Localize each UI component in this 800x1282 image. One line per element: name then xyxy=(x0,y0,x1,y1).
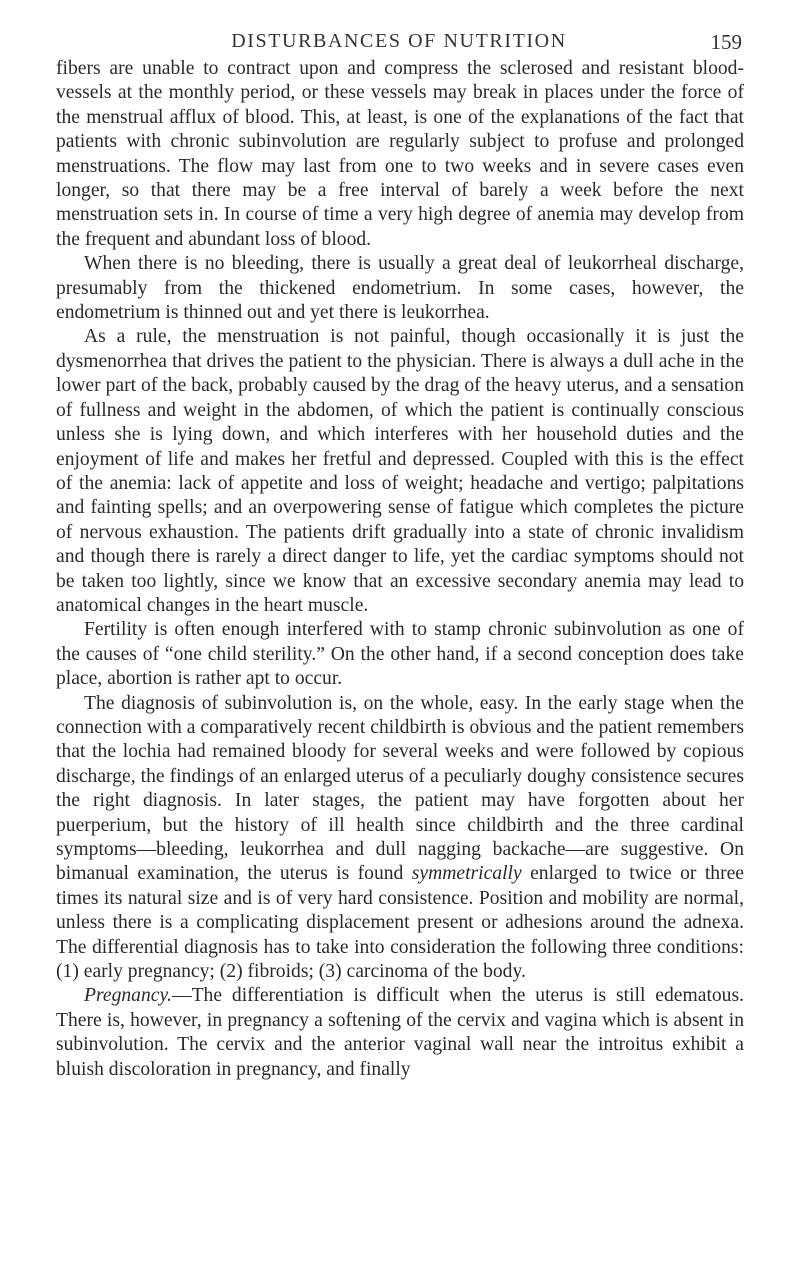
paragraph-text: When there is no bleeding, there is usually a great deal of leukorrheal discharge, presumably from the thickened endometrium. In some cases, however, the endometrium is thinned out and yet there is leukorrhea. xyxy=(56,253,744,324)
emphasis-text: symmetrically xyxy=(411,863,522,885)
body-text xyxy=(56,57,744,1082)
paragraph-pregnancy xyxy=(56,984,744,1082)
section-heading: Pregnancy. xyxy=(84,985,172,1007)
paragraph-text: Fertility is often enough interfered with to stamp chronic subinvolution as one of the causes of “one child sterility.” On the other hand, if a second conception does take place, abortion is rather apt to occur. xyxy=(56,619,744,690)
running-head: DISTURBANCES OF NUTRITION xyxy=(231,30,567,52)
paragraph-leukorrhea xyxy=(56,252,744,325)
page-number: 159 xyxy=(710,30,742,54)
paragraph-text: As a rule, the menstruation is not painful, though occasionally it is just the dysmenorrhea that drives the patient to the physician. There is always a dull ache in the lower part of the back, probably caused by the drag of the heavy uterus, and a sensation of fullness and weight in the abdomen, of which the patient is continually conscious unless she is lying down, and which interferes with her household duties and the enjoyment of life and makes her fretful and depressed. Coupled with this is the effect of the anemia: lack of appetite and loss of weight; headache and vertigo; palpitations and fainting spells; and an overpowering sense of fatigue which completes the picture of nervous exhaustion. The patients drift gradually into a state of chronic invalidism and though there is rarely a direct danger to life, yet the cardiac symptoms should not be taken too lightly, since we know that an excessive secondary anemia may lead to anatomical changes in the heart muscle. xyxy=(56,326,744,616)
paragraph-diagnosis xyxy=(56,692,744,985)
paragraph-text: —The differentiation is difficult when the uterus is still edematous. There is, however, in pregnancy a softening of the cervix and vagina which is absent in subinvolution. The cervix and the anterior vaginal wall near the introitus exhibit a bluish discoloration in pregnancy, and finally xyxy=(56,985,744,1080)
paragraph-continuation xyxy=(56,57,744,252)
page-header xyxy=(56,30,742,60)
paragraph-text: enlarged to twice or three times its natural size and is of very hard consistence. Position and mobility are normal, unless there is a complicating displacement present or adhesions around the adnexa. The differential diagnosis has to take into consideration the following three conditions: (1) early pregnancy; (2) fibroids; (3) carcinoma of the body. xyxy=(56,863,744,983)
paragraph-text: fibers are unable to contract upon and compress the sclerosed and resistant blood-vessels at the monthly period, or these vessels may break in places under the force of the menstrual afflux of blood. This, at least, is one of the explanations of the fact that patients with chronic subinvolution are regularly subject to profuse and prolonged menstruations. The flow may last from one to two weeks and in severe cases even longer, so that there may be a free interval of barely a week before the next menstruation sets in. In course of time a very high degree of anemia may develop from the frequent and abundant loss of blood. xyxy=(56,58,744,250)
paragraph-fertility xyxy=(56,618,744,691)
paragraph-text: The diagnosis of subinvolution is, on the whole, easy. In the early stage when the connection with a comparatively recent childbirth is obvious and the patient remembers that the lochia had remained bloody for several weeks and were followed by copious discharge, the findings of an enlarged uterus of a peculiarly doughy consistence secures the right diagnosis. In later stages, the patient may have forgotten about her puerperium, but the history of ill health since childbirth and the three cardinal symptoms—bleeding, leukorrhea and dull nagging backache—are suggestive. On bimanual examination, the uterus is found xyxy=(56,692,744,885)
paragraph-symptoms xyxy=(56,325,744,618)
